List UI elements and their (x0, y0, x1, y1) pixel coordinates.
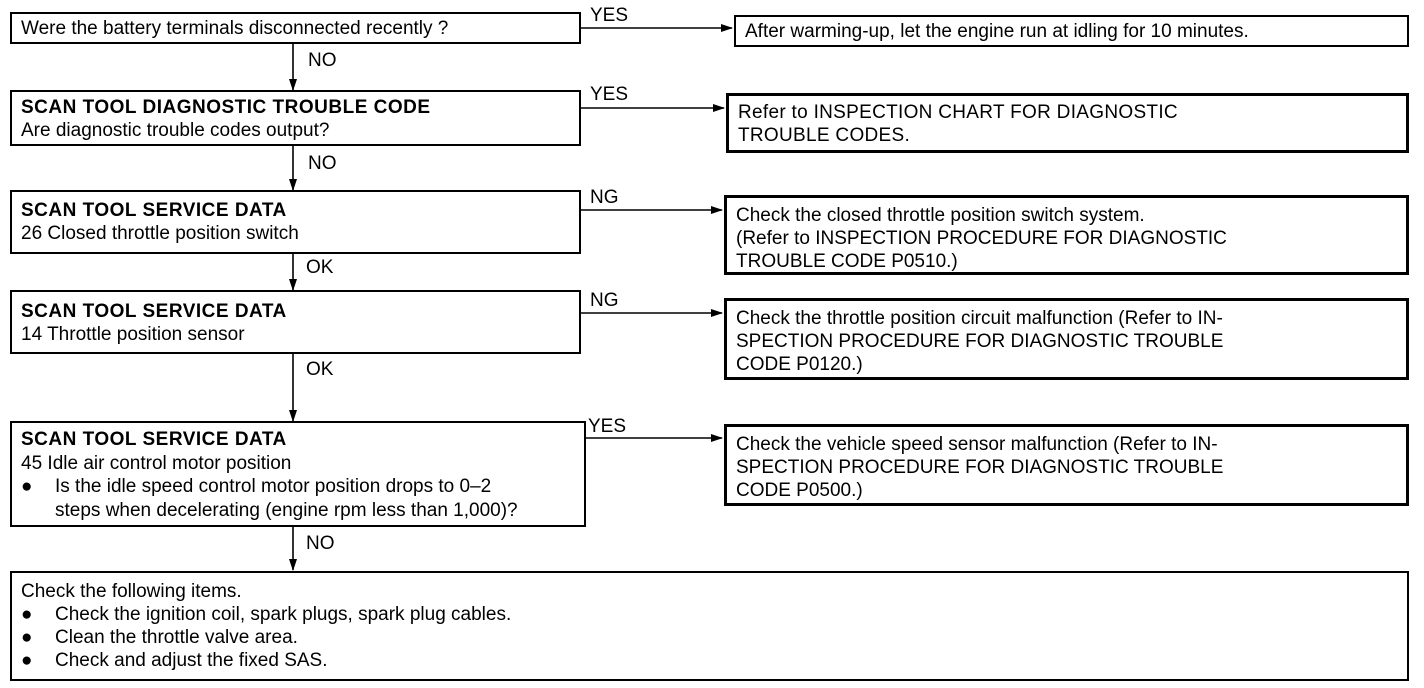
decision-title: SCAN TOOL DIAGNOSTIC TROUBLE CODE (21, 97, 431, 118)
bullet-text: Check and adjust the fixed SAS. (55, 650, 328, 671)
action-text: CODE P0500.) (736, 480, 863, 501)
decision-box-trouble-codes (10, 90, 581, 146)
branch-label-yes: YES (588, 416, 627, 437)
action-box-warm-up (734, 15, 1409, 47)
action-text: (Refer to INSPECTION PROCEDURE FOR DIAGNOSTIC (736, 228, 1227, 249)
bullet-text: Clean the throttle valve area. (55, 627, 298, 648)
action-text: After warming-up, let the engine run at idling for 10 minutes. (745, 21, 1249, 42)
branch-label-yes: YES (590, 84, 629, 105)
decision-box-battery (10, 12, 581, 44)
final-bullet (21, 649, 1398, 672)
action-text: SPECTION PROCEDURE FOR DIAGNOSTIC TROUBLE (736, 457, 1224, 478)
decision-box-closed-throttle (10, 190, 581, 254)
bullet-icon: ● (21, 650, 33, 671)
down-label-no: NO (308, 50, 337, 71)
final-bullet (21, 603, 1398, 626)
action-text: SPECTION PROCEDURE FOR DIAGNOSTIC TROUBLE (736, 331, 1224, 352)
bullet-text: Is the idle speed control motor position drops to 0–2 (55, 476, 492, 497)
decision-title: SCAN TOOL SERVICE DATA (21, 429, 287, 450)
final-check-box (10, 571, 1409, 681)
decision-box-throttle-sensor (10, 290, 581, 354)
action-text: Check the vehicle speed sensor malfunction (Refer to IN- (736, 434, 1218, 455)
decision-box-idle-air-control (10, 421, 586, 527)
action-text: TROUBLE CODE P0510.) (736, 251, 958, 272)
bullet-icon: ● (21, 627, 33, 648)
bullet-icon: ● (21, 604, 33, 625)
down-label-no: NO (308, 153, 337, 174)
decision-text: Are diagnostic trouble codes output? (21, 120, 330, 141)
action-text: CODE P0120.) (736, 354, 863, 375)
branch-label-yes: YES (590, 5, 629, 26)
decision-text: 45 Idle air control motor position (21, 452, 292, 474)
action-text: Refer to INSPECTION CHART FOR DIAGNOSTIC (738, 102, 1178, 123)
action-box-inspection-chart (726, 93, 1409, 153)
decision-text: Were the battery terminals disconnected recently ? (21, 18, 449, 39)
decision-text: 26 Closed throttle position switch (21, 223, 299, 244)
action-text: TROUBLE CODES. (738, 125, 911, 146)
final-bullet (21, 626, 1398, 649)
bullet-text: Check the ignition coil, spark plugs, spark plug cables. (55, 604, 512, 625)
final-intro: Check the following items. (21, 581, 242, 602)
branch-label-ng: NG (590, 187, 619, 208)
action-box-p0510 (724, 195, 1409, 275)
action-text: Check the closed throttle position switch system. (736, 205, 1145, 226)
branch-label-ng: NG (590, 290, 619, 311)
action-box-p0120 (724, 298, 1409, 380)
action-box-p0500 (724, 424, 1409, 506)
decision-title: SCAN TOOL SERVICE DATA (21, 200, 287, 221)
down-label-ok: OK (306, 359, 334, 380)
down-label-no: NO (306, 533, 335, 554)
decision-title: SCAN TOOL SERVICE DATA (21, 301, 287, 322)
bullet-text: steps when decelerating (engine rpm less than 1,000)? (55, 499, 518, 521)
bullet-icon: ● (21, 476, 33, 497)
decision-text: 14 Throttle position sensor (21, 324, 245, 345)
down-label-ok: OK (306, 257, 334, 278)
action-text: Check the throttle position circuit malfunction (Refer to IN- (736, 308, 1223, 329)
decision-bullet (21, 475, 575, 522)
